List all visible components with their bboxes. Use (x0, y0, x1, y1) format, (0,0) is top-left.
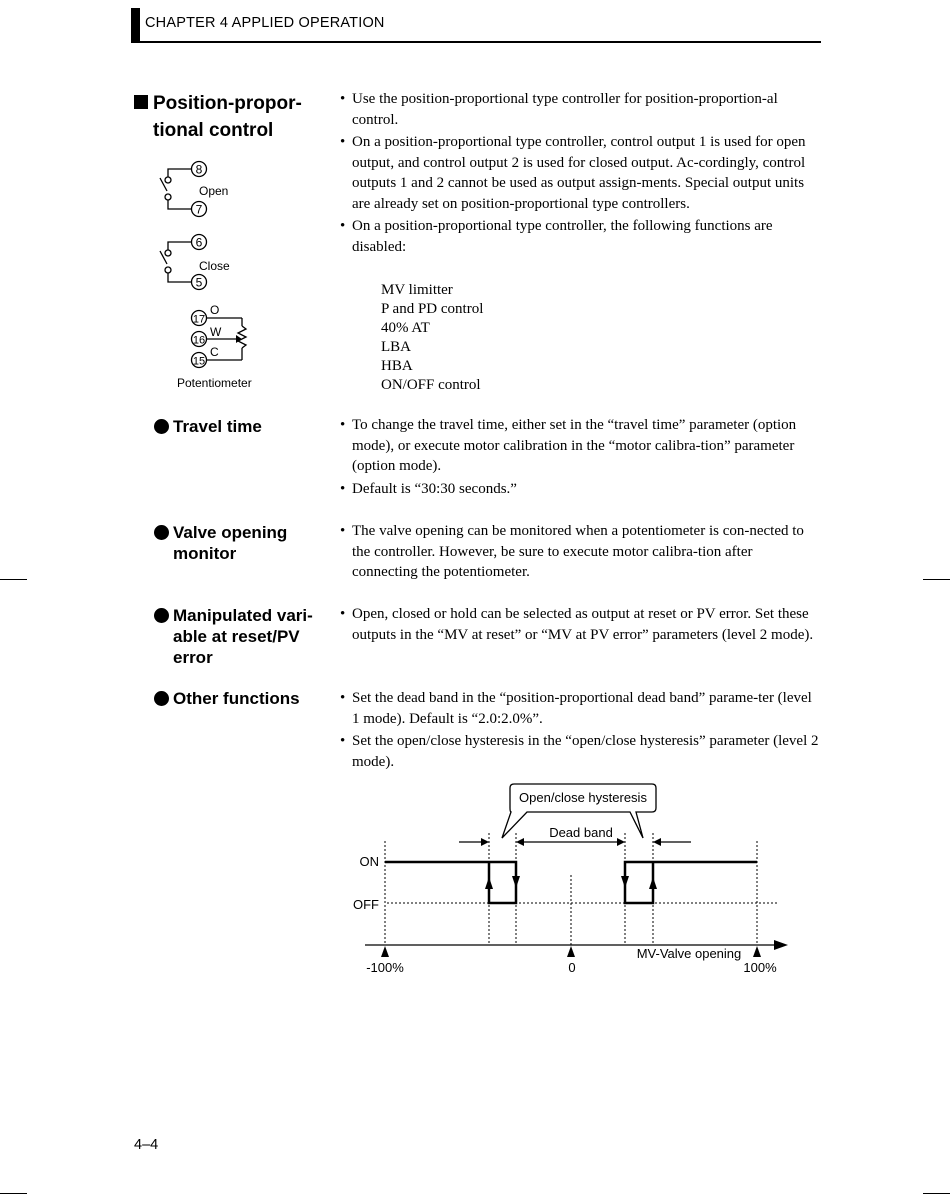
subsection-title-valve-opening-monitor: Valve opening monitor (154, 522, 329, 564)
close-label: Close (199, 259, 230, 273)
callout-label: Open/close hysteresis (519, 790, 647, 805)
tick-label: 0 (568, 960, 576, 975)
on-label: ON (359, 854, 379, 869)
dead-band-label: Dead band (549, 825, 613, 840)
terminal-7: 7 (195, 202, 203, 217)
terminal-5: 5 (195, 275, 203, 290)
chapter-header: CHAPTER 4 APPLIED OPERATION (145, 15, 385, 31)
page-number: 4–4 (134, 1137, 159, 1153)
bullet-item: • Set the dead band in the “position-proportional dead band” parame-ter (level 1 mode). Default is “2.0:2.0%”. (340, 688, 822, 729)
bullet-item: • Default is “30:30 seconds.” (340, 479, 822, 500)
pot-letter-w: W (210, 325, 222, 339)
bullet-item: • Use the position-proportional type controller for position-proportion-al control. (340, 89, 822, 130)
terminal-8: 8 (195, 162, 203, 177)
list-item: MV limitter (381, 282, 453, 298)
tick-label: 100% (743, 960, 777, 975)
terminal-17: 17 (192, 313, 206, 326)
subsection-title-other-functions: Other functions (154, 688, 329, 709)
tick-label: -100% (366, 960, 404, 975)
section-title-line1: Position-propor- (153, 93, 302, 114)
pot-letter-o: O (210, 303, 220, 317)
terminal-16: 16 (192, 334, 206, 347)
bullet-item: • The valve opening can be monitored when a potentiometer is con-nected to the controller. However, be sure to execute motor calibra-tion after connecting the potentiometer. (340, 521, 822, 583)
section-title-line2: tional control (153, 120, 274, 141)
list-item: LBA (381, 339, 411, 355)
axis-title: MV-Valve opening (636, 946, 742, 961)
subsection-title-travel-time: Travel time (154, 416, 329, 437)
terminal-15: 15 (192, 355, 206, 368)
bullet-item: • To change the travel time, either set in the “travel time” parameter (option mode), or execute motor calibration in the “motor calibra-tion” parameter (option mode). (340, 415, 822, 477)
potentiometer-label: Potentiometer (177, 376, 252, 390)
open-label: Open (199, 184, 229, 198)
bullet-item: • Open, closed or hold can be selected as output at reset or PV error. Set these outputs in the “MV at reset” or “MV at PV error” parameters (level 2 mode). (340, 604, 822, 645)
bullet-item: • On a position-proportional type controller, the following functions are disabled: (340, 216, 822, 257)
list-item: 40% AT (381, 320, 430, 336)
bullet-item: • Set the open/close hysteresis in the “open/close hysteresis” parameter (level 2 mode). (340, 731, 822, 772)
terminal-6: 6 (195, 235, 203, 250)
list-item: ON/OFF control (381, 377, 481, 393)
list-item: HBA (381, 358, 413, 374)
list-item: P and PD control (381, 301, 484, 317)
bullet-item: • On a position-proportional type controller, control output 1 is used for open output, and control output 2 is used for closed output. Ac-cordingly, control outputs 1 and 2 cannot be used as output assign-ments. Special output units are already set on position-proportional type controllers. (340, 132, 822, 214)
off-label: OFF (353, 897, 379, 912)
subsection-title-mv-at-reset: Manipulated vari- able at reset/PV error (154, 605, 329, 668)
pot-letter-c: C (210, 345, 219, 359)
